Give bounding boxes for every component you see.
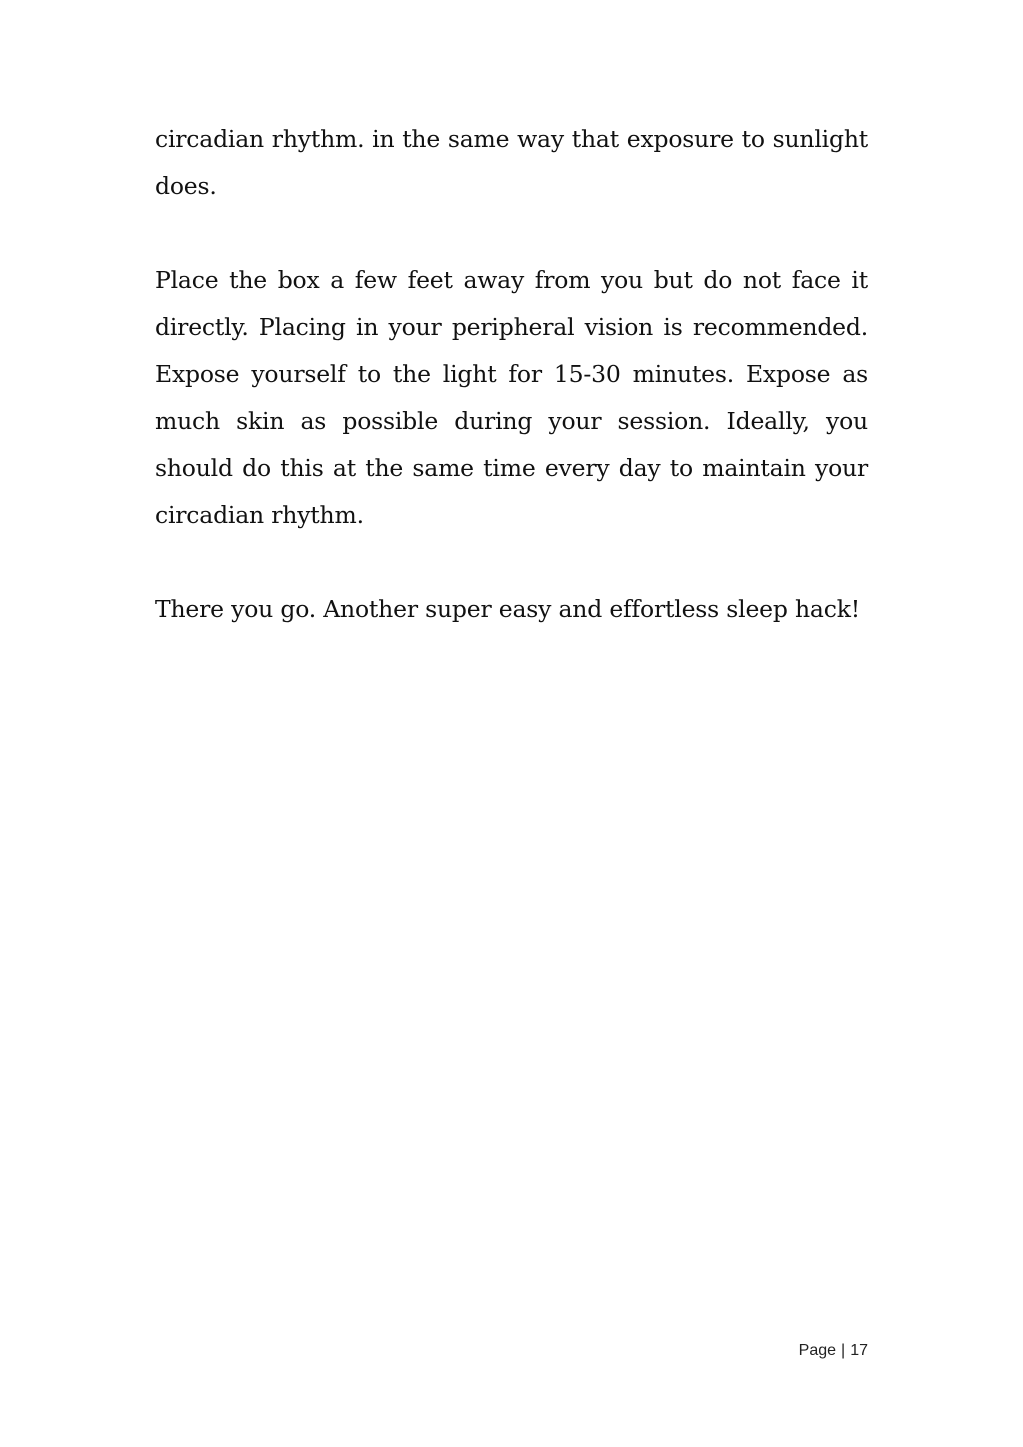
page-label: Page (798, 1342, 837, 1359)
paragraph-light-box-instructions: Place the box a few feet away from you but do not face it directly. Placing in your peripheral vision is recommended. Expose yourself to the light for 15-30 minutes. Expose as much skin as possible during your session. Ideally, you should do this at the same time every day to maintain your circadian rhythm. (155, 266, 868, 529)
paragraph-continuation: circadian rhythm. in the same way that exposure to sunlight does. (155, 125, 868, 200)
page-footer (799, 1340, 868, 1362)
paragraph-closing: There you go. Another super easy and effortless sleep hack! (155, 595, 860, 623)
page-separator: | (841, 1342, 846, 1359)
body-text (155, 116, 868, 633)
page-number: 17 (850, 1342, 868, 1359)
